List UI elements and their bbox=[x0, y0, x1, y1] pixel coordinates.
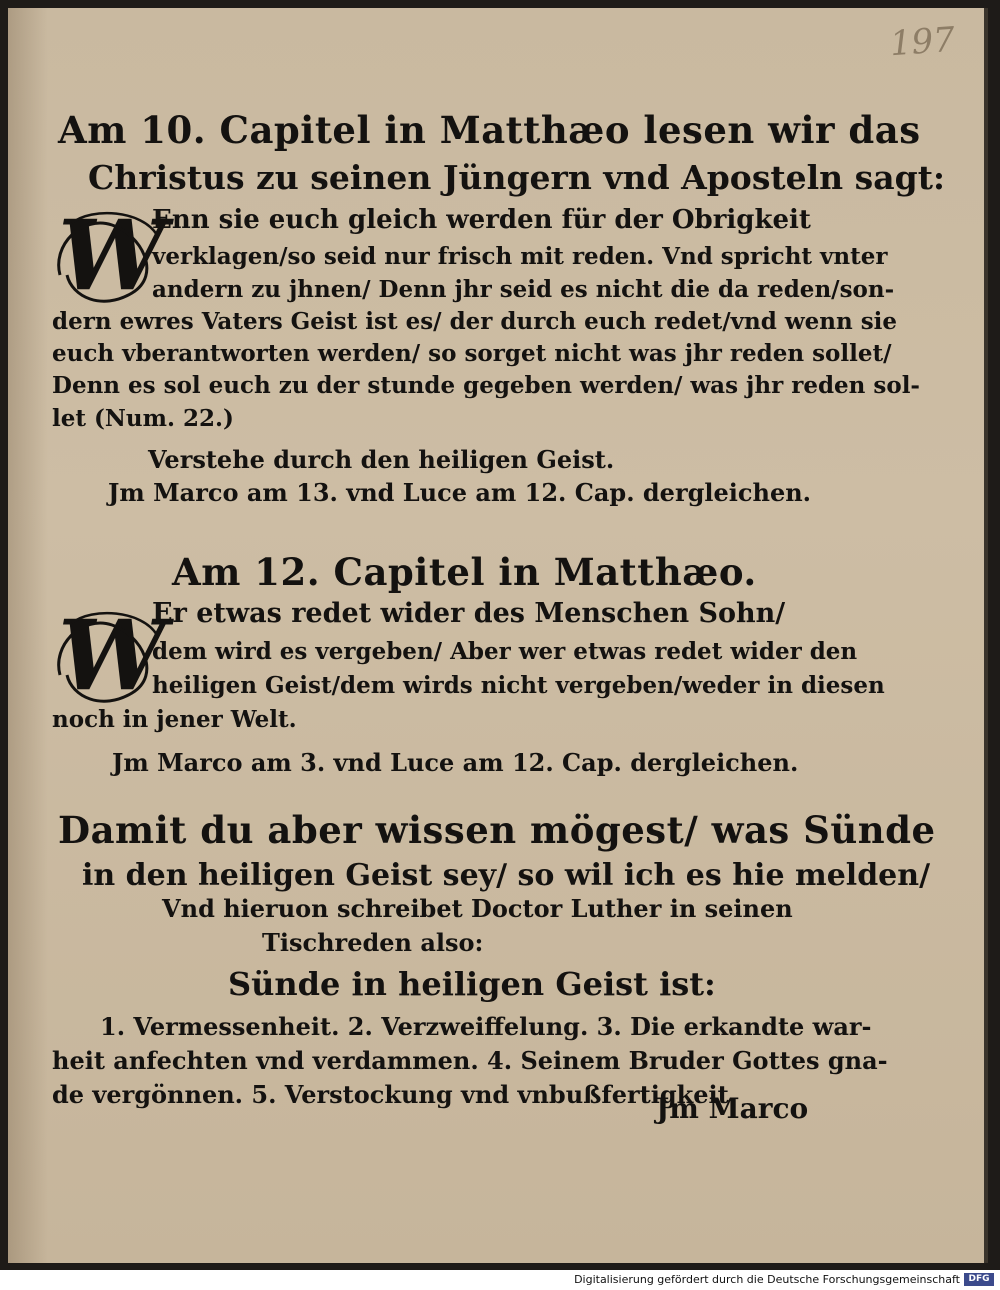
section1-text-line: Enn sie euch gleich werden für der Obrigkeit bbox=[152, 205, 811, 235]
section2-reference: Jm Marco am 3. vnd Luce am 12. Cap. dergleichen. bbox=[112, 748, 799, 777]
section3-text-line: heit anfechten vnd verdammen. 4. Seinem Bruder Gottes gna- bbox=[52, 1046, 888, 1075]
section1-note: Verstehe durch den heiligen Geist. bbox=[148, 445, 615, 474]
gutter-shadow bbox=[8, 8, 48, 1263]
section2-text-line: heiligen Geist/dem wirds nicht vergeben/weder in diesen bbox=[152, 672, 885, 699]
section3-text-line: 1. Vermessenheit. 2. Verzweiffelung. 3. Die erkandte war- bbox=[100, 1012, 872, 1041]
section2-heading: Am 12. Capitel in Matthæo. bbox=[172, 550, 757, 594]
section3-sub-line1: Vnd hieruon schreibet Doctor Luther in seinen bbox=[162, 894, 793, 923]
section3-list-heading: Sünde in heiligen Geist ist: bbox=[228, 965, 716, 1003]
section1-heading-line1: Am 10. Capitel in Matthæo lesen wir das bbox=[58, 108, 921, 152]
section1-text-line: let (Num. 22.) bbox=[52, 405, 234, 432]
section3-heading-line2: in den heiligen Geist sey/ so wil ich es hie melden/ bbox=[82, 858, 931, 893]
section2-initial-letter: W bbox=[58, 598, 166, 712]
footer-bar bbox=[0, 1270, 1000, 1290]
footer-credit: Digitalisierung gefördert durch die Deutsche Forschungsgemeinschaft bbox=[574, 1273, 960, 1286]
folio-number: 197 bbox=[888, 19, 957, 65]
section1-heading-line2: Christus zu seinen Jüngern vnd Aposteln sagt: bbox=[88, 158, 946, 197]
section3-text-line: de vergönnen. 5. Verstockung vnd vnbußfertigkeit. bbox=[52, 1080, 738, 1109]
section1-text-line: andern zu jhnen/ Denn jhr seid es nicht die da reden/son- bbox=[152, 276, 895, 303]
section1-text-line: euch vberantworten werden/ so sorget nicht was jhr reden sollet/ bbox=[52, 340, 892, 367]
catchword: Jm Marco bbox=[656, 1092, 809, 1125]
section1-initial-letter: W bbox=[58, 198, 166, 312]
section2-text-line: dem wird es vergeben/ Aber wer etwas redet wider den bbox=[152, 638, 858, 665]
section1-text-line: verklagen/so seid nur frisch mit reden. Vnd spricht vnter bbox=[152, 243, 888, 270]
section1-text-line: Denn es sol euch zu der stunde gegeben werden/ was jhr reden sol- bbox=[52, 372, 920, 399]
section2-text-line: Er etwas redet wider des Menschen Sohn/ bbox=[152, 598, 786, 629]
section1-reference: Jm Marco am 13. vnd Luce am 12. Cap. dergleichen. bbox=[108, 478, 812, 507]
section3-sub-line2: Tischreden also: bbox=[262, 928, 484, 957]
section3-heading-line1: Damit du aber wissen mögest/ was Sünde bbox=[58, 808, 936, 852]
dfg-logo-icon: DFG bbox=[964, 1273, 994, 1286]
section1-text-line: dern ewres Vaters Geist ist es/ der durch euch redet/vnd wenn sie bbox=[52, 308, 898, 335]
section2-text-line: noch in jener Welt. bbox=[52, 706, 297, 733]
